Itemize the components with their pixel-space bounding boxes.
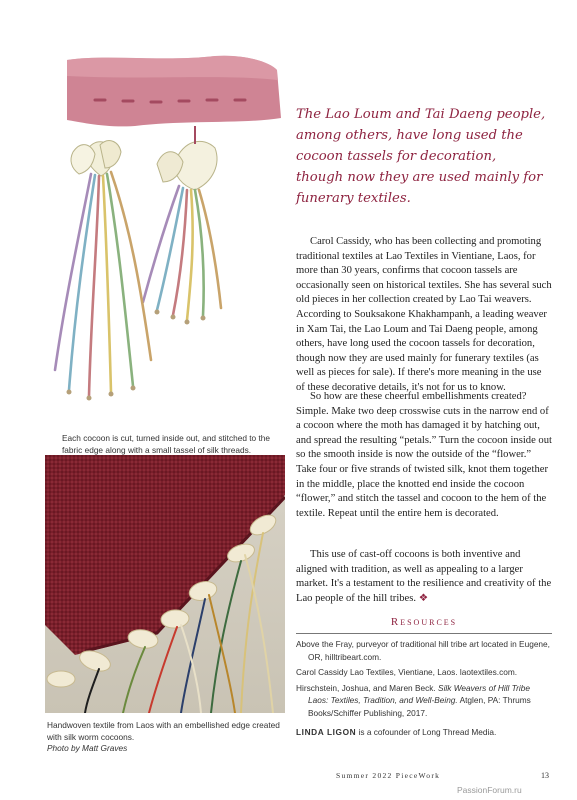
author-name: LINDA LIGON: [296, 727, 357, 737]
body-paragraph-2: [296, 390, 552, 521]
book-publisher: Atglen, PA: Thrums Books/Schiffer Publishing, 2017.: [308, 695, 531, 718]
paragraph-text: Carol Cassidy, who has been collecting and promoting traditional textiles at Lao Textiles in Vientiane, Laos, for more than 30 years, confirms that cocoon tassels are occasionally seen on historical textiles. She has several such old pieces in her collection created by Lao Tai weavers. According to Souksakone Khakhampanh, a leading weaver in Xam Tai, the Lao Loum and Tai Daeng people, among others, have long used the cocoon tassels for decoration, though now they are used mainly for funerary textiles (as well as pieces for sale). If there's more meaning in the use of these decorative details, it's not for us to know.: [296, 236, 552, 393]
resources-list: [296, 638, 552, 722]
end-mark-icon: ❖: [418, 592, 429, 604]
resource-item: Above the Fray, purveyor of traditional hill tribe art located in Eugene, OR, hilltribeart.com.: [296, 639, 550, 662]
illustration-caption-text: Each cocoon is cut, turned inside out, and stitched to the fabric edge along with a small tassel of silk threads.: [62, 433, 271, 455]
photo-credit: Photo by Matt Graves: [47, 743, 128, 753]
body-paragraph-1: [296, 235, 552, 396]
watermark: PassionForum.ru: [457, 785, 522, 795]
footer-issue: Summer 2022 PieceWork: [336, 771, 441, 780]
page-number: 13: [541, 771, 549, 780]
woven-textile-photo: [45, 455, 285, 713]
author-bio: [296, 727, 552, 737]
book-title: Silk Weavers of Hill Tribe Laos: Textiles, Tradition, and Well-Being.: [308, 682, 530, 705]
photo-caption-text: Handwoven textile from Laos with an embellished edge created with silk worm cocoons.: [47, 720, 280, 742]
resource-item: Carol Cassidy Lao Textiles, Vientiane, Laos. laotextiles.com.: [296, 667, 518, 677]
resources-heading: Resources: [390, 616, 458, 628]
body-paragraph-3: [296, 548, 552, 606]
paragraph-text-content: This use of cast-off cocoons is both inventive and aligned with tradition, as well as appealing to a larger market. It's a testament to the resilience and creativity of the Lao people of the hill tribes.: [296, 549, 552, 604]
pull-quote: The Lao Loum and Tai Daeng people, among others, have long used the cocoon tassels for decoration, though now they are used mainly for funerary textiles.: [296, 107, 546, 206]
resource-item-book: [296, 682, 552, 720]
author-bio-text: is a cofounder of Long Thread Media.: [358, 727, 497, 737]
paragraph-text: [296, 548, 552, 606]
photo-caption: [47, 720, 285, 755]
paragraph-text: So how are these cheerful embellishments created? Simple. Make two deep crosswise cuts in the narrow end of a cocoon where the moth has damaged it by hatching out, and spread the resulting “petals.” Turn the cocoon inside out so the smooth inside is now the outside of the “flower.” Take four or five strands of twisted silk, knot them together in the middle, place the knotted end inside the cocoon “flower,” and stitch the tassel and cocoon to the hem of the textile. Repeat until the entire hem is decorated.: [296, 391, 552, 519]
book-authors: Hirschstein, Joshua, and Maren Beck.: [296, 682, 436, 693]
resources-divider: [296, 633, 552, 634]
cocoon-tassel-illustration: [45, 40, 285, 430]
